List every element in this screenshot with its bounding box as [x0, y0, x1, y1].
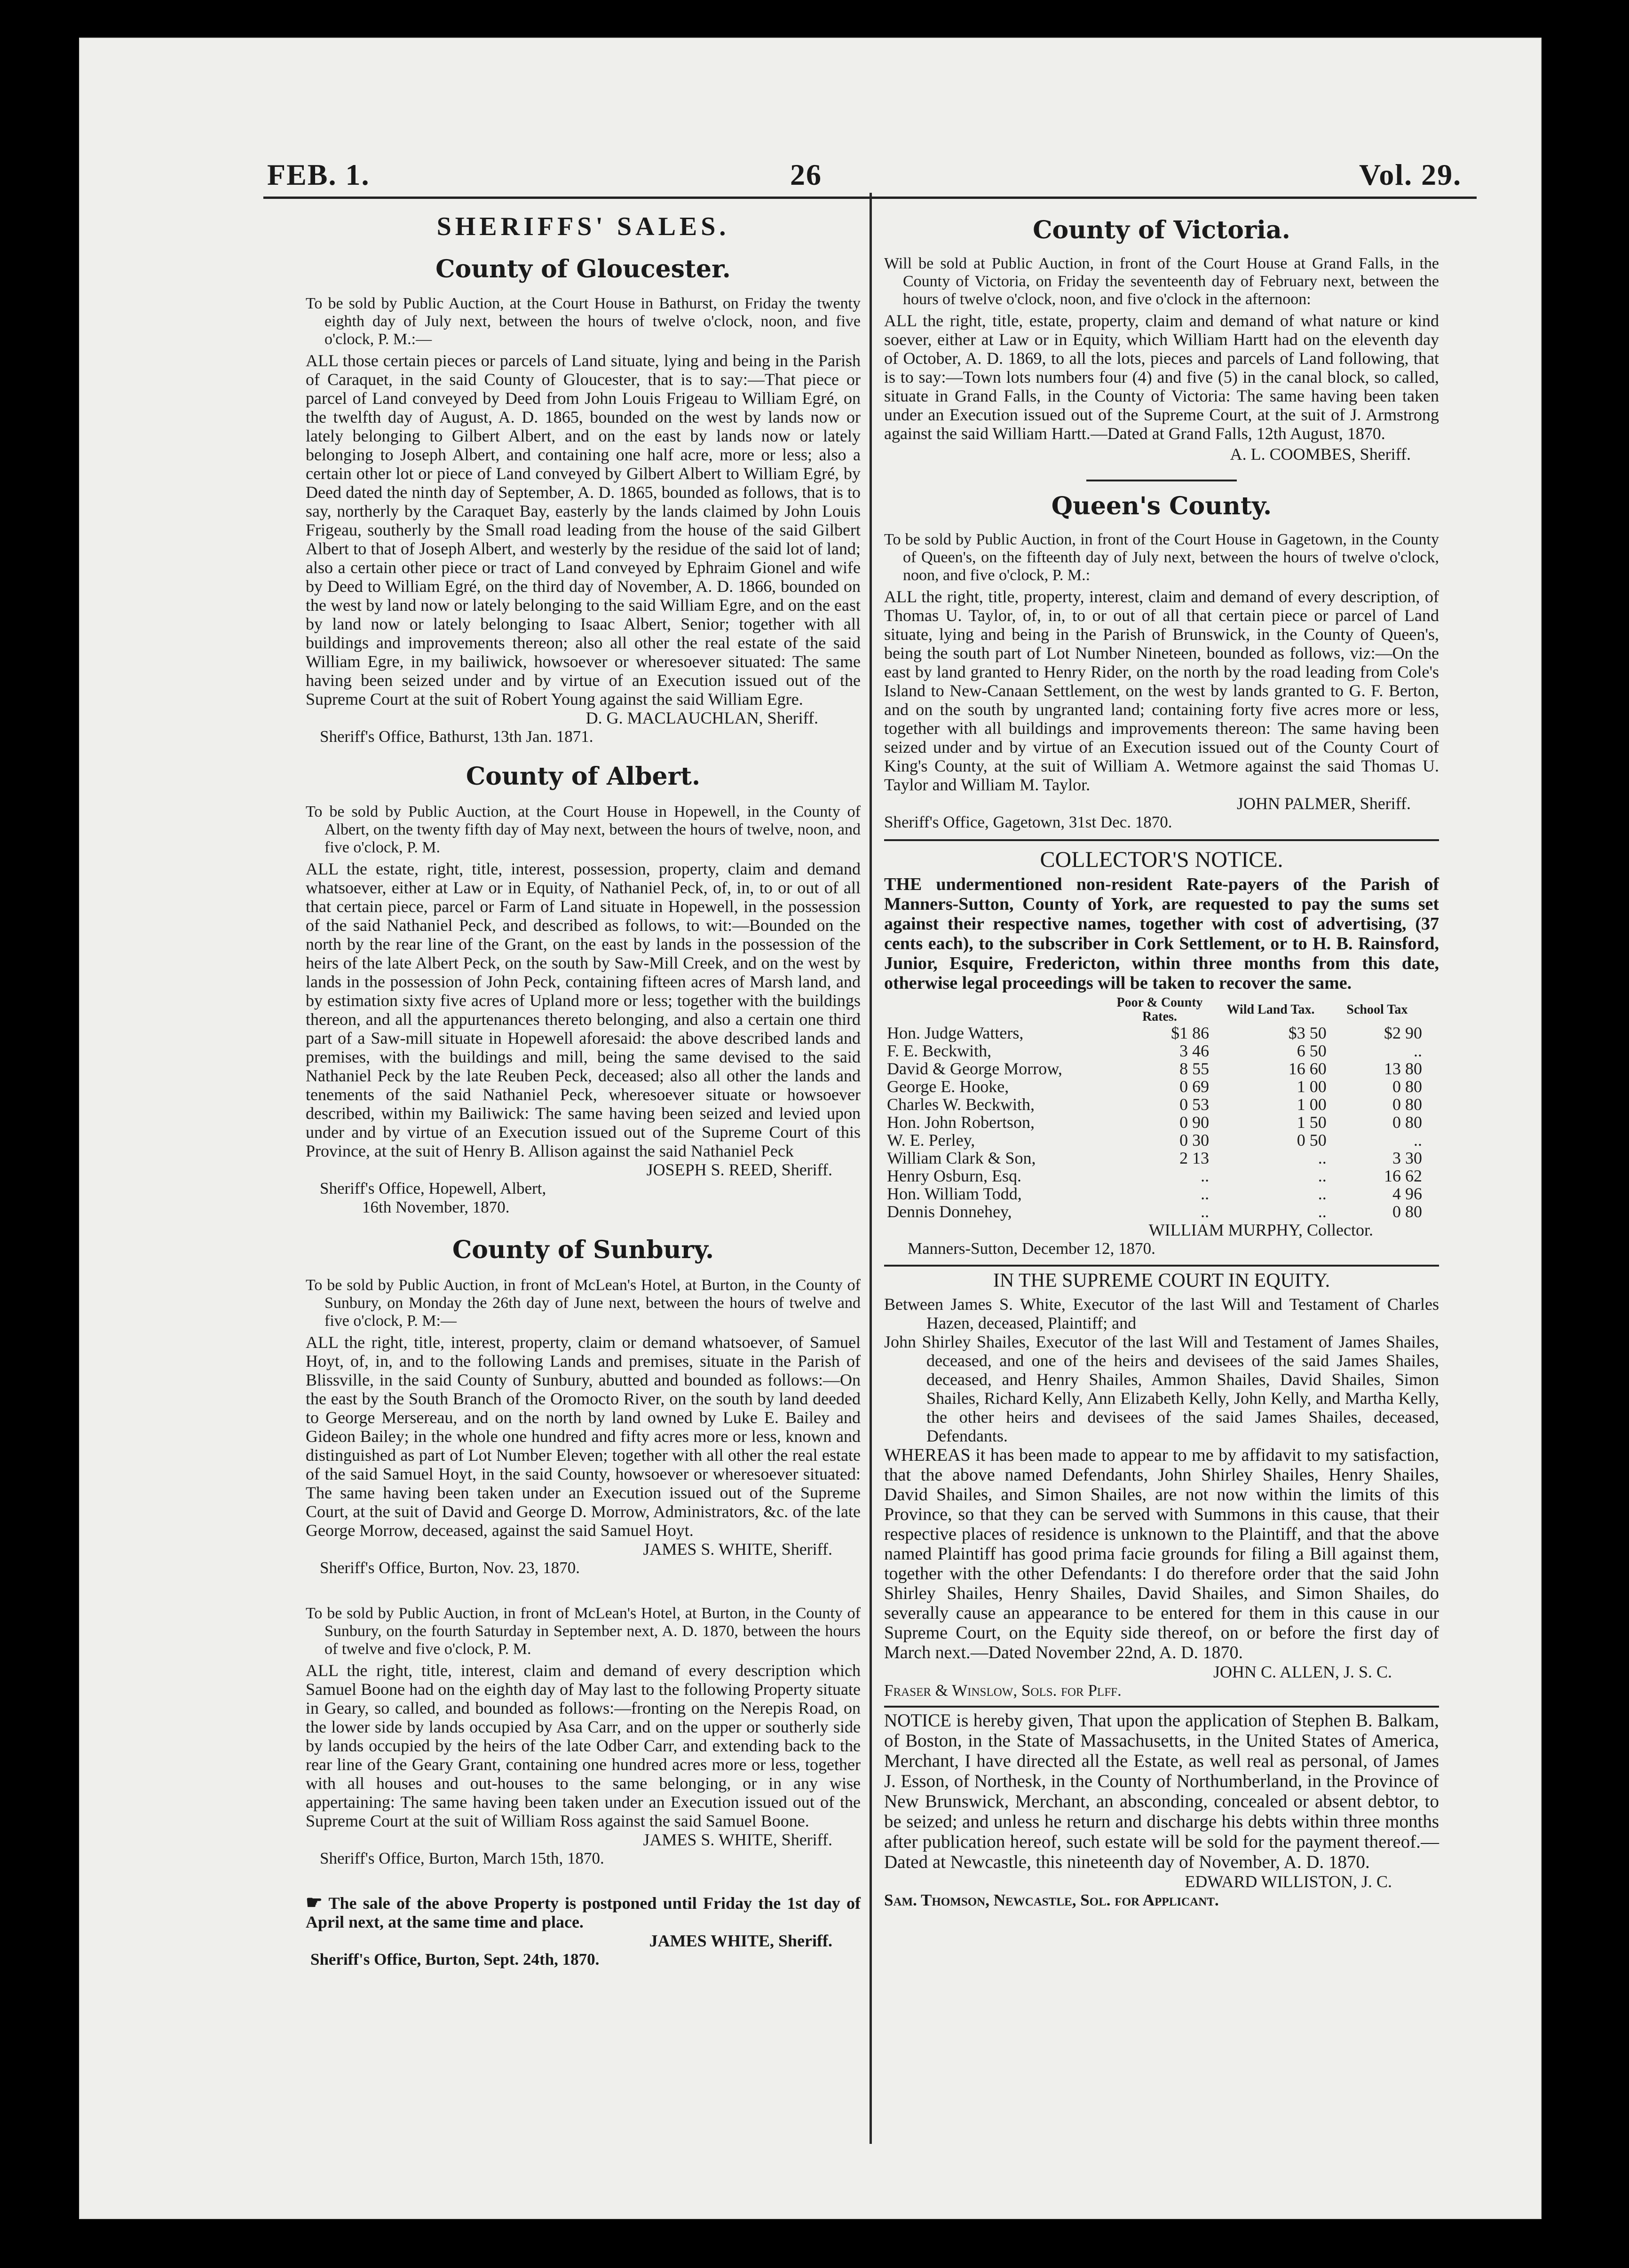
equity-title: IN THE SUPREME COURT IN EQUITY. [993, 1270, 1330, 1292]
notice-solicitor: Sam. Thomson, Newcastle, Sol. for Applicant. [884, 1891, 1219, 1909]
postponed-office: Sheriff's Office, Burton, Sept. 24th, 1870. [310, 1950, 600, 1969]
wild-land-tax: 1 00 [1297, 1077, 1327, 1096]
pointing-hand-icon: ☛ [306, 1892, 323, 1913]
sunbury2-office: Sheriff's Office, Burton, March 15th, 1870. [320, 1849, 604, 1867]
victoria-divider [1086, 480, 1237, 481]
rate-payer-name: Hon. John Robertson, [887, 1113, 1035, 1132]
rate-payer-name: William Clark & Son, [887, 1149, 1036, 1167]
sunbury-signature: JAMES S. WHITE, Sheriff. [643, 1540, 832, 1559]
left-column [306, 207, 861, 1969]
rates-header-row [884, 996, 1425, 1024]
poor-county-rate: 0 30 [1179, 1131, 1210, 1150]
rate-payer-row [884, 1060, 1425, 1078]
equity-body: WHEREAS it has been made to appear to me by affidavit to my satisfaction, that the above named Defendants, John Shirley Shailes, Henry Shailes, David Shailes, and Simon Shailes, are not now within the limits of this Province, so that they can be served with Summons in this cause, that their respective places of residence is unknown to the Plaintiff, and that the above named Plaintiff has good prima facie grounds for filing a Bill against them, together with the other Defendants: I do therefore order that the said John Shirley Shailes, Henry Shailes, David Shailes, and Simon Shailes, do severally cause an appearance to be entered for them in this cause in our Supreme Court, on the Equity side thereof, on or before the first day of March next.—Dated November 22nd, A. D. 1870. [884, 1445, 1439, 1662]
gloucester-title: County of Gloucester. [435, 255, 731, 284]
rate-payer-row [884, 1149, 1425, 1167]
rates-table [884, 996, 1425, 1221]
page-number: 26 [790, 158, 822, 191]
rates-body [884, 1024, 1425, 1221]
rate-payer-name: Hon. Judge Watters, [887, 1024, 1024, 1042]
victoria-intro: Will be sold at Public Auction, in front of the Court House at Grand Falls, in the County of Victoria, on Friday the seventeenth day of February next, between the hours of twelve o'clock, noon, and five o'clock in the afternoon: [884, 255, 1439, 308]
poor-county-rate: $1 86 [1171, 1024, 1210, 1042]
sunbury2-body: ALL the right, title, interest, claim and demand of every description which Samuel Boone had on the eighth day of May last to the following Property situate in Geary, so called, and bounded as follows:—fronting on the Nerepis Road, on the lower side by lands occupied by Asa Carr, and on the upper or southerly side by lands occupied by the heirs of the late Odber Carr, and extending back to the rear line of the Geary Grant, containing one hundred acres more or less, together with all houses and out-houses to the same belonging, or in any wise appertaining: The same having been taken under an Execution issued out of the Supreme Court at the suit of William Ross against the said Samuel Boone. [306, 1661, 861, 1830]
queens-title: Queen's County. [1051, 492, 1272, 520]
victoria-title: County of Victoria. [1033, 216, 1290, 244]
albert-intro: To be sold by Public Auction, at the Court House in Hopewell, in the County of Albert, on the twenty fifth day of May next, between the hours of twelve, noon, and five o'clock, P. M. [306, 803, 861, 856]
wild-land-tax: $3 50 [1288, 1024, 1327, 1042]
albert-signature: JOSEPH S. REED, Sheriff. [646, 1160, 832, 1179]
poor-county-rate: 2 13 [1179, 1149, 1210, 1167]
wild-land-tax: 0 50 [1297, 1131, 1327, 1150]
rate-payer-name: W. E. Perley, [887, 1131, 975, 1150]
wild-land-tax: 1 00 [1297, 1095, 1327, 1114]
rate-payer-row [884, 1078, 1425, 1095]
poor-county-rate: .. [1201, 1202, 1210, 1221]
collector-body: THE undermentioned non-resident Rate-payers of the Parish of Manners-Sutton, County of York, are requested to pay the sums set against their respective names, together with cost of advertising, (37 cents each), to the subscriber in Cork Settlement, or to H. B. Rainsford, Junior, Esquire, Fredericton, within three months from this date, otherwise legal proceedings will be taken to recover the same. [884, 874, 1439, 993]
sunbury2-signature: JAMES S. WHITE, Sheriff. [643, 1830, 832, 1849]
school-tax: $2 90 [1384, 1024, 1422, 1042]
sunbury2-intro: To be sold by Public Auction, in front of McLean's Hotel, at Burton, in the County of Sunbury, on the fourth Saturday in September next, A. D. 1870, between the hours of twelve and five o'clock, P. M. [306, 1605, 861, 1658]
rates-header-wild: Wild Land Tax. [1226, 1002, 1315, 1017]
rate-payer-name: George E. Hooke, [887, 1077, 1009, 1096]
school-tax: .. [1414, 1041, 1422, 1060]
poor-county-rate: 3 46 [1179, 1041, 1210, 1060]
collector-title: COLLECTOR'S NOTICE. [1040, 847, 1283, 872]
equity-signature: JOHN C. ALLEN, J. S. C. [1213, 1662, 1392, 1681]
poor-county-rate: 0 90 [1179, 1113, 1210, 1132]
school-tax: 13 80 [1384, 1059, 1422, 1078]
school-tax: 0 80 [1392, 1113, 1422, 1132]
equity-parties-plaintiff: Between James S. White, Executor of the last Will and Testament of Charles Hazen, deceased, Plaintiff; and [884, 1295, 1439, 1332]
sunbury-body: ALL the right, title, interest, property, claim or demand whatsoever, of Samuel Hoyt, of, in, and to the following Lands and premises, situate in the Parish of Blissville, in the said County of Sunbury, abutted and bounded as follows:—On the east by the South Branch of the Oromocto River, on the south by land deeded to George Mersereau, and on the north by land owned by Luke E. Bailey and Gideon Bailey; in the whole one hundred and fifty acres more or less, known and distinguished as part of Lot Number Eleven; together with all other the real estate of the said Samuel Hoyt, in the said County, howsoever or wheresoever situated: The same having been taken under an Execution issued out of the Supreme Court, at the suit of David and George D. Morrow, Administrators, &c. of the late George Morrow, deceased, against the said Samuel Hoyt. [306, 1333, 861, 1540]
wild-land-tax: 16 60 [1288, 1059, 1327, 1078]
collector-signature: WILLIAM MURPHY, Collector. [1148, 1221, 1373, 1239]
rate-payer-name: Dennis Donnehey, [887, 1202, 1012, 1221]
notice-body: NOTICE is hereby given, That upon the application of Stephen B. Balkam, of Boston, in the State of Massachusetts, in the United States of America, Merchant, I have directed all the Estate, as well real as personal, of James J. Esson, of Northesk, in the County of Northumberland, in the Province of New Brunswick, Merchant, an absconding, concealed or absent debtor, to be seized; and unless he return and discharge his debts within three months after publication hereof, such estate will be sold for the payment thereof.—Dated at Newcastle, this nineteenth day of November, A. D. 1870. [884, 1710, 1439, 1872]
rate-payer-name: Hon. William Todd, [887, 1184, 1022, 1203]
column-divider [870, 193, 872, 2144]
rate-payer-name: F. E. Beckwith, [887, 1041, 992, 1060]
rates-header-name [884, 996, 1107, 1024]
rate-payer-name: David & George Morrow, [887, 1059, 1062, 1078]
school-tax: 0 80 [1392, 1202, 1422, 1221]
postponed-text: The sale of the above Property is postponed until Friday the 1st day of April next, at the same time and place. [306, 1894, 861, 1931]
rate-payer-row [884, 1042, 1425, 1060]
wild-land-tax: .. [1318, 1166, 1327, 1185]
school-tax: 0 80 [1392, 1077, 1422, 1096]
notice-signature: EDWARD WILLISTON, J. C. [1185, 1872, 1392, 1891]
albert-title: County of Albert. [466, 762, 701, 791]
sunbury-title: County of Sunbury. [452, 1236, 714, 1264]
main-title: SHERIFFS' SALES. [436, 212, 730, 241]
gloucester-body: ALL those certain pieces or parcels of Land situate, lying and being in the Parish of Caraquet, in the said County of Gloucester, that is to say:—That piece or parcel of Land conveyed by Deed from John Louis Frigeau to William Egré, on the twelfth day of August, A. D. 1865, bounded on the west by lands now or lately belonging to Gilbert Albert, and on the east by lands now or lately belonging to Joseph Albert, and containing one half acre, more or less; also a certain other lot or piece of Land conveyed by Gilbert Albert to William Egré, by Deed dated the ninth day of September, A. D. 1865, bounded as follows, that is to say, northerly by the Caraquet Bay, easterly by the lands claimed by John Louis Frigeau, southerly by the Small road leading from the house of the said Gilbert Albert to that of Joseph Albert, and westerly by the residue of the said lot of land; also a certain other piece or tract of Land conveyed by Ephraim Gionel and wife by Deed to William Egré, on the third day of November, A. D. 1866, bounded on the west by land now or lately belonging to the said William Egre, and on the east by land now or lately belonging to Isaac Albert, Senior; together with all buildings and improvements thereon; also all other the real estate of the said William Egre, in my bailiwick, howsoever or wheresoever situated: The same having been seized under and by virtue of an Execution issued out of the Supreme Court at the suit of Robert Young against the said William Egre. [306, 351, 861, 709]
queens-signature: JOHN PALMER, Sheriff. [1236, 794, 1411, 813]
equity-rule [884, 1706, 1439, 1708]
victoria-body: ALL the right, title, estate, property, claim and demand of what nature or kind soever, either at Law or in Equity, which William Hartt had on the eleventh day of October, A. D. 1869, to all the lots, pieces and parcels of Land following, that is to say:—Town lots numbers four (4) and five (5) in the canal block, so called, situate in Grand Falls, in the County of Victoria: The same having been taken under an Execution issued out of the Supreme Court, at the suit of J. Armstrong against the said William Hartt.—Dated at Grand Falls, 12th August, 1870. [884, 311, 1439, 443]
rate-payer-row [884, 1095, 1425, 1113]
queens-rule [884, 839, 1439, 841]
rate-payer-name: Charles W. Beckwith, [887, 1095, 1035, 1114]
rate-payer-row [884, 1131, 1425, 1149]
school-tax: 16 62 [1384, 1166, 1422, 1185]
wild-land-tax: .. [1318, 1149, 1327, 1167]
collector-rule [884, 1265, 1439, 1267]
poor-county-rate: 0 53 [1179, 1095, 1210, 1114]
wild-land-tax: 6 50 [1297, 1041, 1327, 1060]
rate-payer-row [884, 1024, 1425, 1042]
poor-county-rate: .. [1201, 1184, 1210, 1203]
school-tax: 4 96 [1392, 1184, 1422, 1203]
sunbury-office: Sheriff's Office, Burton, Nov. 23, 1870. [320, 1559, 580, 1577]
queens-office: Sheriff's Office, Gagetown, 31st Dec. 1870. [884, 813, 1172, 831]
school-tax: 3 30 [1392, 1149, 1422, 1167]
rates-header-school: School Tax [1346, 1002, 1408, 1017]
wild-land-tax: .. [1318, 1184, 1327, 1203]
wild-land-tax: 1 50 [1297, 1113, 1327, 1132]
equity-parties-defendants: John Shirley Shailes, Executor of the last Will and Testament of James Shailes, deceased, and one of the heirs and devisees of the said James Shailes, deceased, and Henry Shailes, Ammon Shailes, David Shailes, Simon Shailes, Richard Kelly, Ann Elizabeth Kelly, John Kelly, and Martha Kelly, the other heirs and devisees of the said James Shailes, deceased, Defendants. [884, 1332, 1439, 1445]
rate-payer-row [884, 1167, 1425, 1185]
wild-land-tax: .. [1318, 1202, 1327, 1221]
albert-office-line2: 16th November, 1870. [362, 1198, 510, 1216]
queens-body: ALL the right, title, property, interest, claim and demand of every description, of Thomas U. Taylor, of, in, to or out of all that certain piece or parcel of Land situate, lying and being in the Parish of Brunswick, in the County of Queen's, being the south part of Lot Number Nineteen, bounded as follows, viz:—On the east by land granted to Henry Rider, on the north by the road leading from Cole's Island to New-Canaan Settlement, on the west by lands granted to G. F. Berton, and on the south by ungranted land; containing forty five acres more or less, together with all buildings and improvements thereon: The same having been seized under and by virtue of an Execution issued out of the County Court of King's County, at the suit of William A. Wetmore against the said Thomas U. Taylor and William M. Taylor. [884, 587, 1439, 794]
gloucester-office: Sheriff's Office, Bathurst, 13th Jan. 1871. [320, 727, 593, 746]
rate-payer-row [884, 1203, 1425, 1221]
collector-date: Manners-Sutton, December 12, 1870. [908, 1239, 1155, 1258]
equity-solicitors: Fraser & Winslow, Sols. for Plff. [884, 1681, 1122, 1700]
rate-payer-name: Henry Osburn, Esq. [887, 1166, 1021, 1185]
sunbury-intro: To be sold by Public Auction, in front of McLean's Hotel, at Burton, in the County of Sunbury, on Monday the 26th day of June next, between the hours of twelve and five o'clock, P. M:— [306, 1276, 861, 1330]
postponed-signature: JAMES WHITE, Sheriff. [649, 1931, 832, 1950]
school-tax: 0 80 [1392, 1095, 1422, 1114]
albert-body: ALL the estate, right, title, interest, possession, property, claim and demand whatsoever, either at Law or in Equity, of Nathaniel Peck, of, in, to or out of all that certain piece, parcel or Farm of Land situate in Hopewell, in the possession of the said Nathaniel Peck, and described as follows, to wit:—Bounded on the north by the rear line of the Grant, on the east by lands in the possession of the heirs of the late Albert Peck, on the south by Saw-Mill Creek, and on the west by lands in the possession of John Peck, containing fifteen acres of Marsh land, and by estimation sixty five acres of Upland more or less; together with the buildings thereon, and all the appurtenances thereto belonging, and also a certain one third part of a Saw-mill situate in Hopewell aforesaid: the above described lands and premises, with the buildings and mill, being the same devised to the said Nathaniel Peck by the late Reuben Peck, deceased; also all other the lands and tenements of the said Nathaniel Peck, wheresoever situate or howsoever described, within my Bailiwick: The same having been seized and levied upon under and by virtue of an Execution issued out of the Supreme Court of this Province, at the suit of Henry B. Allison against the said Nathaniel Peck [306, 859, 861, 1160]
poor-county-rate: 0 69 [1179, 1077, 1210, 1096]
gloucester-intro: To be sold by Public Auction, at the Court House in Bathurst, on Friday the twenty eighth day of July next, between the hours of twelve o'clock, noon, and five o'clock, P. M.:— [306, 295, 861, 348]
issue-date: FEB. 1. [267, 158, 370, 191]
albert-office-line1: Sheriff's Office, Hopewell, Albert, [320, 1179, 546, 1197]
gloucester-signature: D. G. MACLAUCHLAN, Sheriff. [585, 709, 818, 727]
poor-county-rate: .. [1201, 1166, 1210, 1185]
school-tax: .. [1414, 1131, 1422, 1150]
volume-number: Vol. 29. [1359, 158, 1462, 191]
postponed-notice [306, 1893, 861, 1931]
right-column [884, 209, 1439, 1910]
victoria-signature: A. L. COOMBES, Sheriff. [1230, 445, 1411, 464]
rate-payer-row [884, 1113, 1425, 1131]
rate-payer-row [884, 1185, 1425, 1203]
queens-intro: To be sold by Public Auction, in front of the Court House in Gagetown, in the County of Queen's, on the fifteenth day of July next, between the hours of twelve o'clock, noon, and five o'clock, P. M.: [884, 531, 1439, 584]
poor-county-rate: 8 55 [1179, 1059, 1210, 1078]
rates-header-poor: Poor & County Rates. [1116, 995, 1203, 1024]
